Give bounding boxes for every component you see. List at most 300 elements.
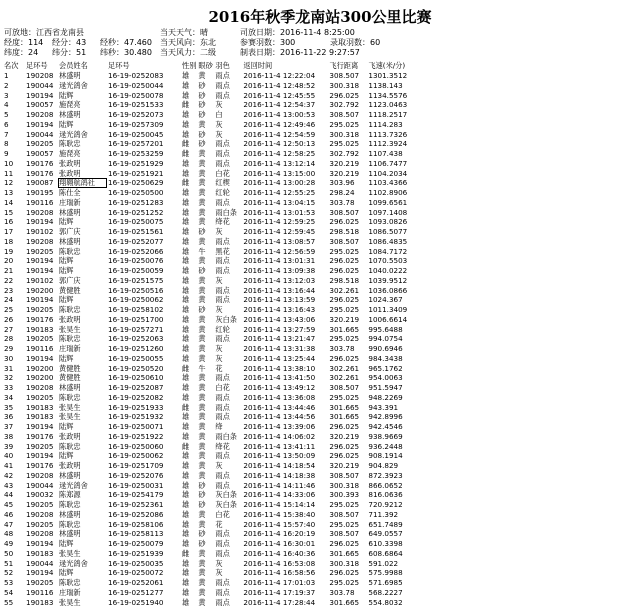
cell-band-number: 16-19-0252076: [108, 470, 164, 480]
cell-speed: 554.8032: [368, 597, 403, 607]
cell-rank: 41: [4, 461, 14, 470]
cell-sex: 雌: [182, 149, 190, 158]
cell-eye: 砂: [198, 80, 206, 90]
cell-eye: 砂: [198, 529, 206, 539]
cell-ring-id: 190176: [26, 158, 54, 168]
cell-color: 灰白条: [215, 490, 237, 500]
cell-member-name: 林盛明: [59, 509, 81, 519]
cell-color: 灰: [215, 227, 223, 236]
cell-band-number: 16-19-0251533: [108, 100, 164, 110]
cell-sex: 雄: [182, 597, 190, 607]
cell-color: 灰: [215, 119, 223, 129]
cell-band-number: 16-19-0252086: [108, 509, 164, 519]
cell-distance: 300.318: [329, 558, 360, 568]
report-date: 制表日期：2016-11-22 9:27:57: [240, 48, 360, 57]
wind-force: 当天风力：二级: [160, 48, 216, 57]
accepted-count: 录取羽数：60: [330, 38, 381, 47]
cell-member-name: 陈耿忠: [59, 305, 81, 314]
cell-return-time: 2016-11-4 12:22:04: [243, 71, 316, 80]
cell-speed: 1112.3924: [368, 139, 408, 149]
cell-color: 雨点: [215, 578, 230, 587]
cell-band-number: 16-19-0251283: [108, 197, 164, 207]
cell-eye: 黄: [198, 334, 206, 344]
cell-sex: 雌: [182, 100, 190, 110]
cell-distance: 320.219: [329, 314, 360, 324]
cell-sex: 雌: [182, 178, 190, 188]
cell-speed: 1006.6614: [368, 314, 408, 324]
cell-distance: 308.507: [329, 509, 360, 519]
cell-return-time: 2016-11-4 13:08:57: [243, 236, 316, 246]
table-row: [3, 451, 415, 461]
column-header-ring-id: 足环号: [26, 61, 48, 71]
cell-return-time: 2016-11-4 12:55:25: [243, 188, 316, 197]
wind-direction: 当天风向：东北: [160, 38, 216, 47]
cell-eye: 黄: [198, 578, 206, 587]
cell-color: 雨点: [215, 402, 230, 412]
cell-ring-id: 190205: [26, 246, 54, 256]
cell-color: 绛花: [215, 441, 230, 451]
cell-band-number: 16-19-0251575: [108, 275, 164, 285]
cell-band-number: 16-19-0251561: [108, 227, 164, 236]
cell-rank: 44: [4, 490, 14, 500]
cell-color: 雨点: [215, 451, 230, 461]
cell-color: 雨点: [215, 90, 230, 100]
cell-return-time: 2016-11-4 16:30:01: [243, 539, 316, 548]
cell-member-name: 黄健胜: [59, 285, 81, 295]
cell-eye: 黄: [198, 197, 206, 207]
table-row: [3, 364, 415, 374]
cell-rank: 26: [4, 314, 14, 324]
cell-ring-id: 190208: [26, 110, 54, 119]
cell-sex: 雄: [182, 461, 190, 470]
cell-eye: 黄: [198, 285, 206, 295]
cell-rank: 39: [4, 441, 14, 451]
cell-eye: 黄: [198, 236, 206, 246]
cell-band-number: 16-19-0250078: [108, 90, 164, 100]
cell-band-number: 16-19-0251940: [108, 597, 164, 607]
cell-sex: 雄: [182, 119, 190, 129]
cell-speed: 938.9669: [368, 431, 403, 441]
cell-band-number: 16-19-0253259: [108, 149, 164, 158]
cell-band-number: 16-19-0250075: [108, 217, 164, 227]
cell-rank: 5: [4, 110, 9, 119]
cell-sex: 雄: [182, 519, 190, 529]
cell-member-name: 陆辉: [59, 266, 74, 275]
cell-return-time: 2016-11-4 13:01:53: [243, 207, 316, 217]
cell-ring-id: 190205: [26, 441, 54, 451]
cell-speed: 951.5947: [368, 383, 403, 392]
cell-ring-id: 190205: [26, 392, 54, 402]
cell-distance: 296.025: [329, 353, 360, 363]
cell-member-name: 林盛明: [59, 383, 81, 392]
cell-speed: 1104.2034: [368, 168, 408, 178]
cell-rank: 52: [4, 568, 14, 578]
cell-speed: 1138.143: [368, 80, 403, 90]
cell-return-time: 2016-11-4 13:38:10: [243, 363, 316, 373]
cell-ring-id: 190205: [26, 334, 54, 344]
cell-color: 白花: [215, 383, 230, 392]
cell-eye: 黄: [198, 178, 206, 188]
cell-distance: 320.219: [329, 158, 360, 168]
cell-member-name: 陆辉: [59, 256, 74, 266]
weather: 当天天气：晴: [160, 28, 208, 37]
cell-rank: 19: [4, 246, 14, 256]
cell-ring-id: 190116: [26, 197, 54, 207]
cell-band-number: 16-19-0250060: [108, 441, 164, 451]
column-header-sex: 性别: [182, 61, 197, 71]
cell-band-number: 16-19-0257309: [108, 119, 164, 129]
table-row: [3, 529, 415, 539]
cell-band-number: 16-19-0254179: [108, 490, 164, 500]
cell-distance: 295.025: [329, 139, 360, 149]
cell-band-number: 16-19-0250500: [108, 188, 164, 197]
table-header: [3, 61, 415, 71]
cell-member-name: 林盛明: [59, 207, 81, 217]
cell-member-name: 林盛明: [59, 470, 81, 480]
cell-distance: 302.792: [329, 149, 360, 158]
cell-band-number: 16-19-0250045: [108, 129, 164, 139]
cell-rank: 21: [4, 266, 14, 275]
cell-rank: 50: [4, 548, 14, 558]
cell-ring-id: 190194: [26, 119, 54, 129]
cell-rank: 53: [4, 578, 14, 587]
cell-sex: 雄: [182, 266, 190, 275]
table-row: [3, 334, 415, 344]
table-row: [3, 217, 415, 227]
cell-return-time: 2016-11-4 13:00:28: [243, 178, 316, 188]
cell-ring-id: 190194: [26, 217, 54, 227]
cell-return-time: 2016-11-4 12:50:13: [243, 139, 316, 149]
cell-eye: 黄: [198, 256, 206, 266]
cell-band-number: 16-19-0258106: [108, 519, 164, 529]
cell-ring-id: 190194: [26, 295, 54, 305]
cell-sex: 雄: [182, 324, 190, 334]
cell-speed: 1102.8906: [368, 188, 408, 197]
cell-sex: 雄: [182, 470, 190, 480]
table-row: [3, 305, 415, 315]
cell-distance: 298.518: [329, 275, 360, 285]
cell-rank: 55: [4, 597, 14, 607]
table-row: [3, 130, 415, 140]
cell-return-time: 2016-11-4 13:49:12: [243, 383, 316, 392]
cell-band-number: 16-19-0250079: [108, 539, 164, 548]
cell-return-time: 2016-11-4 13:31:38: [243, 344, 316, 353]
cell-rank: 35: [4, 402, 14, 412]
cell-eye: 黄: [198, 392, 206, 402]
table-row: [3, 373, 415, 383]
cell-return-time: 2016-11-4 13:12:14: [243, 158, 316, 168]
cell-sex: 雄: [182, 422, 190, 431]
cell-member-name: 庄瑞新: [59, 344, 81, 353]
cell-eye: 黄: [198, 373, 206, 383]
cell-member-name: 翔翱航鸽社: [58, 178, 107, 188]
cell-member-name: 逯光鸽舍: [59, 480, 88, 490]
cell-ring-id: 190195: [26, 188, 54, 197]
cell-eye: 黄: [198, 461, 206, 470]
cell-ring-id: 190194: [26, 256, 54, 266]
cell-eye: 黄: [198, 324, 206, 334]
cell-eye: 砂: [198, 100, 206, 110]
cell-sex: 雄: [182, 509, 190, 519]
cell-speed: 965.1762: [368, 363, 403, 373]
cell-rank: 47: [4, 519, 14, 529]
cell-member-name: 林盛明: [59, 110, 81, 119]
cell-speed: 954.0063: [368, 373, 403, 383]
cell-eye: 牛: [198, 363, 206, 373]
cell-sex: 雄: [182, 568, 190, 578]
cell-ring-id: 190044: [26, 80, 54, 90]
longitude-min: 经分：43: [52, 38, 87, 47]
table-row: [3, 295, 415, 305]
table-row: [3, 159, 415, 169]
cell-sex: 雄: [182, 246, 190, 256]
page-title: 2016年秋季龙南站300公里比赛: [208, 8, 432, 26]
cell-sex: 雄: [182, 71, 190, 80]
cell-member-name: 张昊生: [59, 402, 81, 412]
cell-return-time: 2016-11-4 12:45:55: [243, 90, 316, 100]
table-row: [3, 227, 415, 237]
column-header-speed: 飞速(米/分): [368, 61, 406, 71]
cell-rank: 17: [4, 227, 14, 236]
cell-return-time: 2016-11-4 12:49:46: [243, 119, 316, 129]
cell-member-name: 陆辉: [59, 539, 74, 548]
cell-speed: 995.6488: [368, 324, 403, 334]
cell-member-name: 陈耿忠: [59, 139, 81, 149]
cell-distance: 303.78: [329, 197, 355, 207]
cell-return-time: 2016-11-4 13:50:09: [243, 451, 316, 461]
table-row: [3, 539, 415, 549]
cell-rank: 20: [4, 256, 14, 266]
cell-color: 红楔: [215, 178, 230, 188]
cell-speed: 1118.2517: [368, 110, 408, 119]
cell-distance: 308.507: [329, 529, 360, 539]
cell-speed: 1084.7172: [368, 246, 408, 256]
cell-ring-id: 190205: [26, 305, 54, 314]
cell-color: 灰白条: [215, 500, 237, 509]
cell-speed: 866.0652: [368, 480, 403, 490]
table-row: [3, 383, 415, 393]
cell-distance: 296.025: [329, 90, 360, 100]
cell-color: 雨白条: [215, 207, 237, 217]
cell-eye: 黄: [198, 412, 206, 422]
table-row: [3, 81, 415, 91]
cell-distance: 295.025: [329, 334, 360, 344]
cell-eye: 黄: [198, 597, 206, 607]
cell-distance: 303.96: [329, 178, 355, 188]
cell-return-time: 2016-11-4 13:25:44: [243, 353, 316, 363]
cell-eye: 黄: [198, 71, 206, 80]
cell-return-time: 2016-11-4 16:58:56: [243, 568, 316, 578]
cell-ring-id: 190194: [26, 539, 54, 548]
cell-return-time: 2016-11-4 13:39:06: [243, 422, 316, 431]
cell-ring-id: 190200: [26, 363, 54, 373]
cell-sex: 雄: [182, 207, 190, 217]
cell-return-time: 2016-11-4 13:44:56: [243, 412, 316, 422]
cell-ring-id: 190044: [26, 129, 54, 139]
table-row: [3, 461, 415, 471]
cell-sex: 雄: [182, 500, 190, 509]
cell-ring-id: 190194: [26, 451, 54, 461]
cell-color: 雨点: [215, 236, 230, 246]
cell-return-time: 2016-11-4 16:53:08: [243, 558, 316, 568]
cell-ring-id: 190183: [26, 412, 54, 422]
cell-color: 雨点: [215, 412, 230, 422]
cell-band-number: 16-19-0250076: [108, 256, 164, 266]
cell-distance: 298.24: [329, 188, 355, 197]
cell-ring-id: 190208: [26, 71, 54, 80]
cell-ring-id: 190200: [26, 285, 54, 295]
cell-rank: 37: [4, 422, 14, 431]
cell-eye: 砂: [198, 139, 206, 149]
cell-band-number: 16-19-0251929: [108, 158, 164, 168]
cell-eye: 黄: [198, 119, 206, 129]
cell-speed: 1086.4835: [368, 236, 408, 246]
table-row: [3, 598, 415, 608]
cell-sex: 雄: [182, 285, 190, 295]
cell-band-number: 16-19-0250520: [108, 363, 164, 373]
cell-color: 灰: [215, 353, 223, 363]
cell-sex: 雄: [182, 412, 190, 422]
cell-return-time: 2016-11-4 13:27:59: [243, 324, 316, 334]
cell-sex: 雄: [182, 110, 190, 119]
cell-distance: 300.318: [329, 129, 360, 139]
table-row: [3, 325, 415, 335]
cell-band-number: 16-19-0252063: [108, 334, 164, 344]
cell-distance: 308.507: [329, 383, 360, 392]
cell-return-time: 2016-11-4 14:18:38: [243, 470, 316, 480]
cell-distance: 308.507: [329, 236, 360, 246]
cell-band-number: 16-19-0257271: [108, 324, 164, 334]
cell-color: 雨点: [215, 587, 230, 597]
cell-color: 花: [215, 363, 223, 373]
table-row: [3, 471, 415, 481]
cell-speed: 1123.0463: [368, 100, 408, 110]
cell-distance: 295.025: [329, 578, 360, 587]
cell-distance: 295.025: [329, 519, 360, 529]
cell-rank: 42: [4, 470, 14, 480]
cell-sex: 雄: [182, 383, 190, 392]
cell-color: 雨点: [215, 539, 230, 548]
cell-rank: 29: [4, 344, 14, 353]
cell-speed: 1099.6561: [368, 197, 408, 207]
cell-color: 白花: [215, 168, 230, 178]
table-row: [3, 442, 415, 452]
cell-ring-id: 190176: [26, 461, 54, 470]
cell-sex: 雄: [182, 490, 190, 500]
cell-distance: 296.025: [329, 217, 360, 227]
cell-speed: 1086.5077: [368, 227, 408, 236]
cell-ring-id: 190194: [26, 353, 54, 363]
cell-speed: 651.7489: [368, 519, 403, 529]
cell-eye: 黄: [198, 207, 206, 217]
cell-rank: 28: [4, 334, 14, 344]
cell-sex: 雄: [182, 431, 190, 441]
table-row: [3, 276, 415, 286]
cell-ring-id: 190194: [26, 266, 54, 275]
cell-eye: 黄: [198, 188, 206, 197]
cell-speed: 936.2448: [368, 441, 403, 451]
cell-speed: 942.4546: [368, 422, 403, 431]
table-row: [3, 354, 415, 364]
cell-speed: 1070.5503: [368, 256, 408, 266]
longitude-deg: 经度：114: [4, 38, 44, 47]
cell-band-number: 16-19-0257201: [108, 139, 164, 149]
cell-member-name: 逯光鸽舍: [59, 129, 88, 139]
cell-ring-id: 190208: [26, 207, 54, 217]
cell-distance: 296.025: [329, 451, 360, 461]
cell-band-number: 16-19-0250516: [108, 285, 164, 295]
cell-color: 灰: [215, 461, 223, 470]
column-header-distance: 飞行距离: [329, 61, 359, 71]
cell-ring-id: 190208: [26, 383, 54, 392]
cell-return-time: 2016-11-4 12:56:59: [243, 246, 316, 256]
cell-ring-id: 190194: [26, 422, 54, 431]
cell-member-name: 陈耿忠: [59, 246, 81, 256]
cell-ring-id: 190208: [26, 509, 54, 519]
cell-speed: 948.2269: [368, 392, 403, 402]
cell-return-time: 2016-11-4 13:16:44: [243, 285, 316, 295]
cell-eye: 砂: [198, 500, 206, 509]
cell-color: 雨点: [215, 285, 230, 295]
cell-distance: 295.025: [329, 119, 360, 129]
cell-rank: 6: [4, 119, 9, 129]
table-row: [3, 393, 415, 403]
cell-speed: 1114.283: [368, 119, 403, 129]
cell-sex: 雄: [182, 344, 190, 353]
table-row: [3, 481, 415, 491]
cell-band-number: 16-19-0250035: [108, 558, 164, 568]
cell-color: 雨点: [215, 392, 230, 402]
cell-band-number: 16-19-0252073: [108, 110, 164, 119]
cell-return-time: 2016-11-4 13:04:15: [243, 197, 316, 207]
cell-rank: 25: [4, 305, 14, 314]
cell-return-time: 2016-11-4 13:36:08: [243, 392, 316, 402]
cell-speed: 990.6946: [368, 344, 403, 353]
cell-sex: 雄: [182, 578, 190, 587]
cell-speed: 1093.0826: [368, 217, 408, 227]
cell-rank: 3: [4, 90, 9, 100]
cell-distance: 308.507: [329, 71, 360, 80]
cell-ring-id: 190116: [26, 344, 54, 353]
cell-rank: 2: [4, 80, 9, 90]
cell-distance: 298.518: [329, 227, 360, 236]
cell-return-time: 2016-11-4 14:18:54: [243, 461, 316, 470]
cell-rank: 45: [4, 500, 14, 509]
cell-ring-id: 190057: [26, 149, 54, 158]
cell-sex: 雄: [182, 227, 190, 236]
cell-rank: 40: [4, 451, 14, 461]
cell-ring-id: 190102: [26, 227, 54, 236]
table-row: [3, 432, 415, 442]
cell-rank: 32: [4, 373, 14, 383]
cell-eye: 黄: [198, 295, 206, 305]
table-row: [3, 500, 415, 510]
cell-sex: 雄: [182, 334, 190, 344]
cell-eye: 黄: [198, 168, 206, 178]
cell-color: 白花: [215, 509, 230, 519]
cell-speed: 568.2227: [368, 587, 403, 597]
cell-ring-id: 190176: [26, 314, 54, 324]
cell-rank: 14: [4, 197, 14, 207]
cell-band-number: 16-19-0251921: [108, 168, 164, 178]
cell-speed: 711.392: [368, 509, 399, 519]
table-row: [3, 120, 415, 130]
cell-band-number: 16-19-0251252: [108, 207, 164, 217]
column-header-band-number: 足环号: [108, 61, 130, 71]
cell-return-time: 2016-11-4 17:01:03: [243, 578, 316, 587]
entry-count: 参赛羽数：300: [240, 38, 296, 47]
cell-color: 灰: [215, 129, 223, 139]
